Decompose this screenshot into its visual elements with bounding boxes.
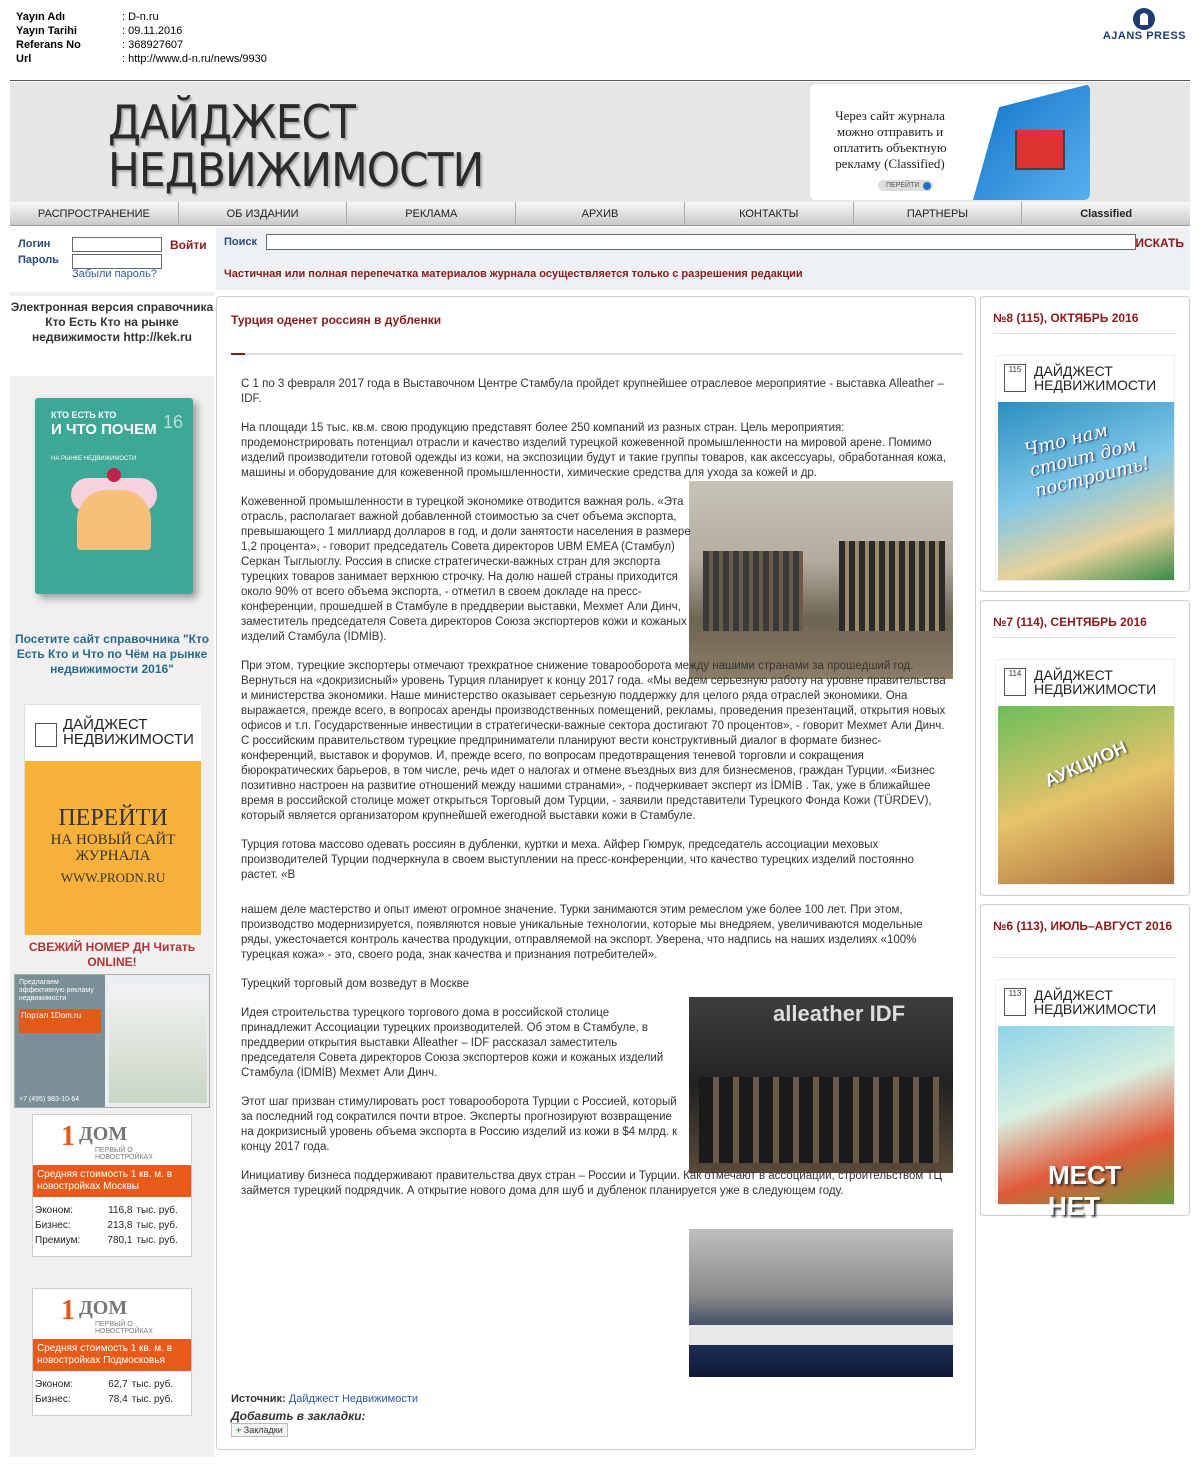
dom1-logo xyxy=(33,1115,191,1165)
issue-title[interactable]: №6 (113), ИЮЛЬ–АВГУСТ 2016 xyxy=(993,919,1172,933)
plus-icon: + xyxy=(236,1425,242,1435)
issue-magazine-name: ДАЙДЖЕСТ НЕДВИЖИМОСТИ xyxy=(1034,363,1157,393)
dom1-ad-text: Предлагаем эффективную рекламу недвижимости xyxy=(19,979,94,1002)
main-nav xyxy=(10,202,1190,226)
search-input[interactable] xyxy=(266,234,1136,250)
article-paragraph: нашем деле мастерство и опыт имеют огромное значение. Турки занимаются этим ремеслом уже более 100 лет. При этом, производство модернизируется, появляются новые уникальные технологии, которые мы внедряем, увеличиваются модельные ряды, ужесточается контроль качества продукции, отправляемой на экспорт. Уверена, что надпись на наших изделиях «100% турецкая кожа» - это, своего рода, знак качества и признания потребителей». xyxy=(241,904,923,961)
price-value: 78,4 xyxy=(108,1394,128,1405)
nav-item-advertising[interactable]: РЕКЛАМА xyxy=(347,202,516,225)
issue-card[interactable] xyxy=(980,600,1190,896)
right-sidebar xyxy=(980,296,1190,1221)
source-label: Источник: xyxy=(231,1393,286,1405)
price-label: Эконом: xyxy=(35,1379,73,1390)
dn-logo-icon xyxy=(35,723,57,747)
meta-value: : 09.11.2016 xyxy=(122,25,183,37)
dom1-logo-sub: ПЕРВЫЙ О НОВОСТРОЙКАХ xyxy=(95,1321,153,1335)
dn-banner-go2: НА НОВЫЙ САЙТ ЖУРНАЛА xyxy=(50,832,176,864)
meta-value: : http://www.d-n.ru/news/9930 xyxy=(122,53,267,65)
issue-magazine-name: ДАЙДЖЕСТ НЕДВИЖИМОСТИ xyxy=(1034,987,1157,1017)
article-paragraph: На площади 15 тыс. кв.м. свою продукцию представят более 250 компаний из разных стран. Цель мероприятия: продемонстрировать потенциал отрасли и качество изделий турецкой кожевенной промышленности на мировой арене. Помимо изделий производители готовой одежды из кожи, на экспозиции будут и такие группы товаров, как аксессуары, обработанная кожа, машины и оборудование для кожевенной промышленности, химические средства для ухода за кожей и др. xyxy=(241,422,946,479)
nav-item-about[interactable]: ОБ ИЗДАНИИ xyxy=(179,202,348,225)
issue-number: 114 xyxy=(1004,668,1026,696)
article-panel xyxy=(216,296,976,1450)
price-card-title: Средняя стоимость 1 кв. м. в новостройках Москвы xyxy=(33,1165,191,1197)
photo-banner-text: alleather IDF xyxy=(773,1001,906,1026)
password-input[interactable] xyxy=(72,254,162,269)
article-paragraph: Кожевенной промышленности в турецкой экономике отводится важная роль. «Эта отрасль, располагает важной добавленной стоимостью за счет объема экспорта, превышающего 1 миллиард долларов в год, и доли занятости населения в размере 1,2 процента», - говорит председатель Совета директоров UBM EMEA (Стамбул) Серкан Тыглыоглу. Россия в списке стратегически-важных стран для экспорта турецких товаров занимает верхнюю строчку. На долю нашей страны приходится около 90% от всего объема экспорта, - отметил в своем докладе на пресс-конференции, прошедшей в Стамбуле в преддверии выставки, Мехмет Али Динч, заместитель председателя Совета директоров Союза экспортеров кожи и кожаных изделий Стамбула (İDMİB). xyxy=(241,496,691,643)
price-row xyxy=(33,1392,191,1407)
cake-house-graphic xyxy=(77,490,151,550)
bookmark-label: Добавить в закладки: xyxy=(231,1409,366,1423)
dom1-logo-sub: ПЕРВЫЙ О НОВОСТРОЙКАХ xyxy=(95,1147,153,1161)
title-separator xyxy=(231,353,963,355)
cover-caption: АУКЦИОН xyxy=(1041,737,1130,791)
meta-key: Referans No xyxy=(16,39,81,51)
price-table xyxy=(33,1377,191,1407)
issue-title[interactable]: №8 (115), ОКТЯБРЬ 2016 xyxy=(993,311,1139,325)
book-subtitle: НА РЫНКЕ НЕДВИЖИМОСТИ xyxy=(51,456,137,462)
dn-banner-url: WWW.PRODN.RU xyxy=(60,870,166,885)
dom1-ad-image xyxy=(109,985,207,1103)
meta-key: Yayın Tarihi xyxy=(16,25,77,37)
forgot-password-link[interactable]: Забыли пароль? xyxy=(72,268,157,280)
bookmark-button-label: Закладки xyxy=(243,1425,283,1435)
search-bar xyxy=(216,228,1190,290)
issue-card[interactable] xyxy=(980,296,1190,592)
price-row xyxy=(33,1203,191,1218)
promo-text: Через сайт журнала можно отправить и оплатить объектную рекламу (Classified) xyxy=(833,108,947,171)
nav-item-distribution[interactable]: РАСПРОСТРАНЕНИЕ xyxy=(10,202,179,225)
price-unit: тыс. руб. xyxy=(136,1205,178,1216)
login-input[interactable] xyxy=(72,237,162,252)
price-label: Премиум: xyxy=(35,1235,81,1246)
nav-item-contacts[interactable]: КОНТАКТЫ xyxy=(685,202,854,225)
cover-caption: МЕСТ НЕТ xyxy=(1048,1160,1122,1221)
article-paragraph: Турция готова массово одевать россиян в дубленки, куртки и меха. Айфер Гюмрук, председатель ассоциации меховых производителей Турции подчеркнула в своем выступлении на пресс-конференции, что качество турецких изделий постоянно растет. «В xyxy=(241,839,914,881)
price-unit: тыс. руб. xyxy=(131,1394,174,1405)
issue-cover[interactable] xyxy=(995,659,1175,885)
issue-title[interactable]: №7 (114), СЕНТЯБРЬ 2016 xyxy=(993,615,1147,629)
price-row xyxy=(33,1377,191,1392)
dom1-ad-phone: +7 (495) 983-10-64 xyxy=(19,1096,80,1103)
search-button[interactable]: ИСКАТЬ xyxy=(1135,236,1184,250)
price-value: 213,8 xyxy=(107,1220,133,1231)
issue-number: 113 xyxy=(1004,988,1026,1016)
meta-row xyxy=(16,10,267,24)
meta-row xyxy=(16,52,267,66)
divider xyxy=(993,333,1177,334)
agency-logo-icon xyxy=(1133,8,1155,30)
cover-caption: Что нам стоит дом построить! xyxy=(1022,420,1152,502)
kek-book-cover[interactable] xyxy=(35,398,193,594)
article-paragraph: При этом, турецкие экспортеры отмечают трехкратное снижение товарооборота между нашими странами за прошедший год. Вернуться на «докризисный» уровень Турция планирует к концу 2017 года. «Мы ведем серьезную работу на уровне правительства и министерства экономики. Наше министерство оказывает серьезную поддержку для целого ряда отраслей экономики. Она выражается, прежде всего, в вопросах аренды производственных помещений, рекламы, проведения презентаций, открытия новых офисов и т.п. Государственные инвестиции в стратегически-важные сектора достигают 70 процентов», - говорит Мехмет Али Динч. С российским правительством турецкие предприниматели планируют вести конструктивный диалог в формате бизнес-конференций, выставок и форумов. И, прежде всего, по вопросам предотвращения теневой торговли и сокращения бюрократических барьеров, в том числе, речь идет о налогах и отмене въездных виз для бизнесменов, граждан Турции. «Бизнес позитивно настроен на развитие отношений между нашими странами», - подчеркивает эксперт из İDMİB . Так, уже в ближайшее время в российской столице может открыться Торговый дом Турции, - заявили представители Турецкого Фонда Кожи (TÜRDEV), который является организатором крупнейшей ежегодной выставки кожи в Стамбуле. xyxy=(241,660,946,822)
login-label: Логин xyxy=(18,238,51,250)
kek-visit-link[interactable]: Посетите сайт справочника "Кто Есть Кто и Что по Чём на рынке недвижимости 2016" xyxy=(14,632,210,676)
divider xyxy=(993,637,1177,638)
dom1-logo-dom: ДОМ xyxy=(79,1297,128,1319)
book-small-title: КТО ЕСТЬ КТО xyxy=(51,410,117,420)
article-paragraph: Идея строительства турецкого торгового дома в российской столице принадлежит Ассоциации турецких производителей. Об этом в Стамбуле, в преддверии открытия выставки Alleather – IDF рассказал заместитель председателя Совета директоров Союза экспортеров кожи и кожаных изделий Стамбула (İDMİB) Мехмет Али Динч. xyxy=(241,1007,664,1079)
brand-line-2: НЕДВИЖИМОСТИ xyxy=(108,143,484,197)
meta-value: : 368927607 xyxy=(122,39,184,51)
price-value: 116,8 xyxy=(108,1205,133,1216)
price-value: 780,1 xyxy=(107,1235,133,1246)
source-link[interactable]: Дайджест Недвижимости xyxy=(288,1393,419,1405)
dn-banner-name: ДАЙДЖЕСТ НЕДВИЖИМОСТИ xyxy=(63,716,194,748)
article-paragraph: С 1 по 3 февраля 2017 года в Выставочном Центре Стамбула пройдет крупнейшее отраслевое мероприятие - выставка Alleather – IDF. xyxy=(241,378,944,405)
price-card-moscow-region[interactable] xyxy=(32,1288,192,1416)
promo-go-button[interactable]: ПЕРЕЙТИ xyxy=(878,180,933,191)
nav-item-partners[interactable]: ПАРТНЕРЫ xyxy=(854,202,1023,225)
issue-cover-art xyxy=(998,402,1174,580)
issue-number: 115 xyxy=(1004,364,1026,392)
dom1-logo-one: 1 xyxy=(61,1295,75,1326)
price-unit: тыс. руб. xyxy=(131,1379,174,1390)
dom1-ad-offer: Портал 1Dom.ru xyxy=(19,1009,101,1033)
conference-table-graphic xyxy=(689,1325,953,1345)
meta-row xyxy=(16,38,267,52)
price-row xyxy=(33,1218,191,1233)
price-value: 62,7 xyxy=(108,1379,128,1390)
issue-cover[interactable] xyxy=(995,355,1175,581)
article-title: Турция оденет россиян в дубленки xyxy=(231,313,442,327)
cherry-graphic xyxy=(107,468,121,482)
shopping-cart-icon xyxy=(1015,130,1065,170)
new-site-banner[interactable] xyxy=(24,704,200,934)
brand-line-1: ДАЙДЖЕСТ xyxy=(108,95,356,149)
divider xyxy=(10,80,1190,81)
search-label: Поиск xyxy=(224,236,258,248)
price-label: Эконом: xyxy=(35,1205,73,1216)
dn-banner-header xyxy=(25,705,201,761)
meta-row xyxy=(16,24,267,38)
issue-card[interactable] xyxy=(980,904,1190,1221)
clipping-metadata xyxy=(16,10,267,66)
nav-item-classified[interactable]: Classified xyxy=(1080,208,1133,220)
price-unit: тыс. руб. xyxy=(136,1235,178,1246)
dom1-logo-one: 1 xyxy=(61,1121,75,1152)
left-sidebar xyxy=(10,292,214,1457)
dn-banner-go: ПЕРЕЙТИ xyxy=(58,805,168,831)
classified-promo-banner[interactable] xyxy=(810,84,1090,200)
copyright-notice: Частичная или полная перепечатка материалов журнала осуществляется только с разрешения редакции xyxy=(224,268,803,280)
password-label: Пароль xyxy=(18,254,59,266)
fresh-issue-link[interactable]: СВЕЖИЙ НОМЕР ДН Читать ONLINE! xyxy=(28,940,196,969)
meta-key: Url xyxy=(16,53,32,65)
price-unit: тыс. руб. xyxy=(136,1220,178,1231)
price-card-moscow[interactable] xyxy=(32,1114,192,1257)
article-subheading: Турецкий торговый дом возведут в Москве xyxy=(241,978,470,990)
article-paragraph: Этот шаг призван стимулировать рост товарооборота Турции с Россией, который за последний год сократился почти втрое. Эксперты прогнозируют возвращение на докризисный уровень объема экспорта в Россию изделий из кожи в $4 млрд. к концу 2017 года. xyxy=(241,1096,678,1153)
nav-item-archive[interactable]: АРХИВ xyxy=(516,202,685,225)
price-card-title: Средняя стоимость 1 кв. м. в новостройках Подмосковья xyxy=(33,1339,191,1371)
kek-link[interactable]: Электронная версия справочника Кто Есть Кто на рынке недвижимости http://kek.ru xyxy=(10,296,214,376)
issue-cover-art xyxy=(998,1026,1174,1221)
issue-magazine-name: ДАЙДЖЕСТ НЕДВИЖИМОСТИ xyxy=(1034,667,1157,697)
dom1-ad-banner[interactable] xyxy=(14,974,210,1108)
book-number: 16 xyxy=(162,412,183,432)
price-table xyxy=(33,1203,191,1248)
meta-key: Yayın Adı xyxy=(16,11,66,23)
article-source xyxy=(231,1393,418,1405)
dom1-logo-dom: ДОМ xyxy=(79,1123,128,1145)
site-header xyxy=(10,82,1190,202)
issue-cover-art xyxy=(998,706,1174,884)
login-form xyxy=(10,228,214,290)
agency-name: AJANS PRESS xyxy=(1102,30,1186,42)
meta-value: : D-n.ru xyxy=(122,11,159,23)
article-body xyxy=(241,377,953,1213)
article-paragraph: Инициативу бизнеса поддерживают правительства двух стран – России и Турции. Как отмечают в ассоциации, строительством ТЦ займется турецкий подрядчик. А открытие нового дома для шуб и дубленок планируется уже в следующем году. xyxy=(241,1170,943,1197)
press-conference-photo xyxy=(689,1229,953,1377)
agency-logo xyxy=(1103,8,1186,42)
dn-banner-body xyxy=(25,761,201,935)
bookmark-button[interactable] xyxy=(231,1423,288,1437)
price-label: Бизнес: xyxy=(35,1394,71,1405)
price-row xyxy=(33,1233,191,1248)
login-button[interactable]: Войти xyxy=(170,238,207,252)
book-title: И ЧТО ПОЧЕМ xyxy=(51,421,157,438)
site-logo[interactable] xyxy=(108,95,484,197)
divider xyxy=(993,957,1177,958)
price-label: Бизнес: xyxy=(35,1220,71,1231)
issue-cover[interactable] xyxy=(995,979,1175,1221)
dom1-logo xyxy=(33,1289,191,1339)
